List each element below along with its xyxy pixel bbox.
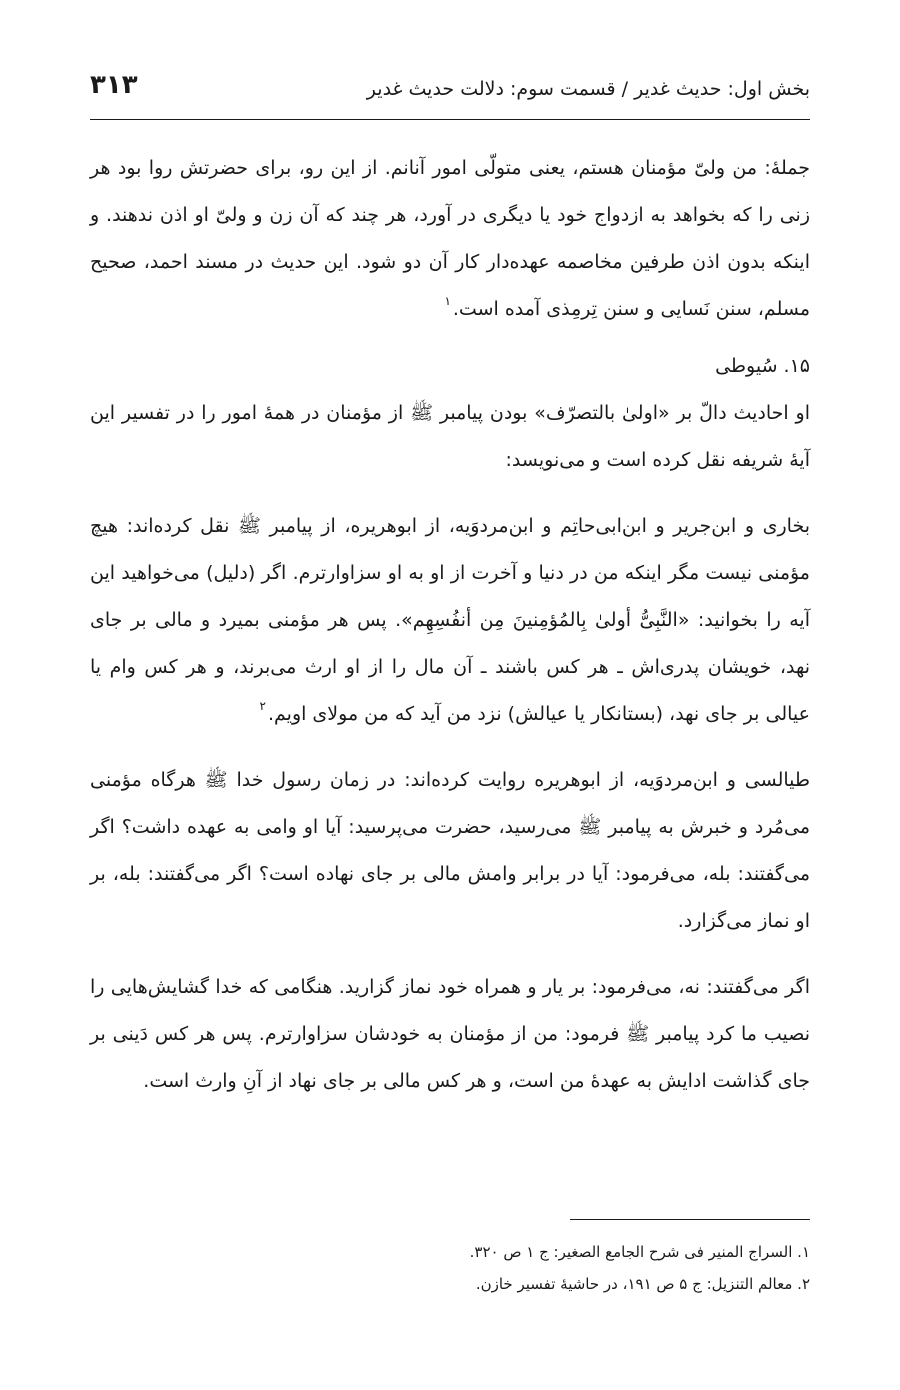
spacer <box>90 738 810 757</box>
spacer <box>90 333 810 343</box>
quote-paragraph-1 <box>90 503 810 738</box>
footnote-divider <box>570 1219 810 1220</box>
footnote-1: ۱. السراج المنیر فی شرح الجامع الصغیر: ج ۱ ص ۳۲۰. <box>469 1243 810 1261</box>
footnote-ref-2: ۲ <box>259 699 266 713</box>
page-number: ۳۱۳ <box>90 70 138 100</box>
quote-paragraph-2: طیالسی و ابن‌مردوَیه، از ابوهریره روایت کرده‌اند: در زمان رسول خدا ﷺ هرگاه مؤمنی می‌مُرد و خبرش به پیامبر ﷺ می‌رسید، حضرت می‌پرسید: آیا او وامی به عهده داشت؟ اگر می‌گفتند: بله، می‌فرمود: آیا در برابر وامش مالی بر جای نهاده است؟ اگر می‌گفتند: بله، بر او نماز می‌گزارد. <box>90 769 810 932</box>
book-page <box>90 0 810 1390</box>
footnote-2: ۲. معالم التنزیل: ج ۵ ص ۱۹۱، در حاشیهٔ تفسیر خازن. <box>475 1275 810 1293</box>
running-header-title: بخش اول: حدیث غدیر / قسمت سوم: دلالت حدیث غدیر <box>366 78 810 100</box>
paragraph-2: او احادیث دالّ بر «اولیٰ بالتصرّف» بودن پیامبر ﷺ از مؤمنان در همهٔ امور را در تفسیر این آیهٔ شریفه نقل کرده است و می‌نویسد: <box>90 402 810 471</box>
section-heading: ۱۵. سُیوطی <box>715 355 810 377</box>
footnotes <box>90 1236 810 1300</box>
body-text <box>90 145 810 1105</box>
spacer <box>90 945 810 964</box>
paragraph-1-text: جملهٔ: من ولیّ مؤمنان هستم، یعنی متولّی امور آنانم. از این رو، برای حضرتش روا بود هر زنی را که بخواهد به ازدواج خود یا دیگری در آورد، هر چند که آن زن و ولیّ او اذن ندهند. و اینکه بدون اذن طرفین مخاصمه عهده‌دار کار آن دو شود. این حدیث در مسند احمد، صحیح مسلم، سنن نَسایی و سنن تِرمِذی آمده است. <box>90 157 810 320</box>
quote-paragraph-3: اگر می‌گفتند: نه، می‌فرمود: بر یار و همراه خود نماز گزارید. هنگامی که خدا گشایش‌هایی را نصیب ما کرد پیامبر ﷺ فرمود: من از مؤمنان به خودشان سزاوارترم. پس هر کس دَینی بر جای گذاشت ادایش به عهدهٔ من است، و هر کس مالی بر جای نهاد از آنِ وارث است. <box>90 976 810 1092</box>
running-header <box>90 70 810 112</box>
quote-paragraph-1-text: بخاری و ابن‌جریر و ابن‌ابی‌حاتِم و ابن‌مردوَیه، از ابوهریره، از پیامبر ﷺ نقل کرده‌اند: هیچ مؤمنی نیست مگر اینکه من در دنیا و آخرت از او به او سزاوارترم. اگر (دلیل) می‌خواهید این آیه را بخوانید: «النَّبِیُّ أولیٰ بِالمُؤمِنینَ مِن أنفُسِهِم». پس هر مؤمنی بمیرد و مالی بر جای نهد، خویشان پدری‌اش ـ هر کس باشند ـ آن مال را از او ارث می‌برند، و هر کس وام یا عیالی بر جای نهد، (بستانکار یا عیالش) نزد من آید که من مولای اویم. <box>90 515 810 725</box>
paragraph-1 <box>90 145 810 333</box>
spacer <box>90 484 810 503</box>
footnote-ref-1: ۱ <box>444 294 451 308</box>
header-divider <box>90 119 810 120</box>
